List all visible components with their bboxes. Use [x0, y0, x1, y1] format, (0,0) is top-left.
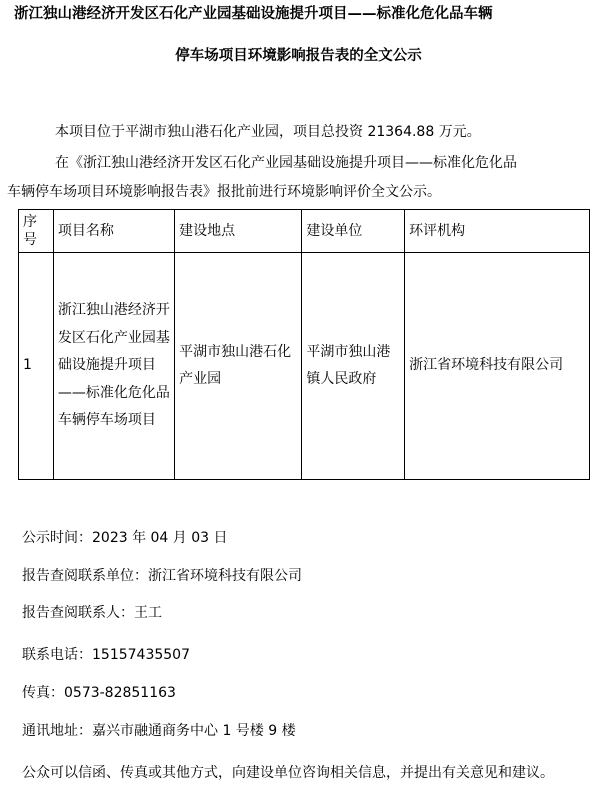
header-project-name: 项目名称 — [53, 210, 174, 253]
header-seq: 序号 — [19, 210, 54, 253]
contact-fax: 传真：0573-82851163 — [22, 685, 176, 701]
intro-paragraph-line-3: 车辆停车场项目环境影响报告表》报批前进行环境影响评价全文公示。 — [7, 184, 441, 200]
header-site: 建设地点 — [175, 210, 302, 253]
cell-project-name: 浙江独山港经济开发区石化产业园基础设施提升项目——标准化危化品车辆停车场项目 — [53, 253, 174, 480]
contact-person: 报告查阅联系人：王工 — [22, 605, 162, 621]
cell-site: 平湖市独山港石化产业园 — [175, 253, 302, 480]
publication-date: 公示时间：2023 年 04 月 03 日 — [22, 530, 228, 546]
table-row — [19, 253, 590, 480]
header-construction-unit: 建设单位 — [302, 210, 405, 253]
contact-phone: 联系电话：15157435507 — [22, 647, 190, 663]
mailing-address: 通讯地址：嘉兴市融通商务中心 1 号楼 9 楼 — [22, 723, 296, 739]
contact-unit: 报告查阅联系单位：浙江省环境科技有限公司 — [22, 568, 302, 584]
cell-eia-agency: 浙江省环境科技有限公司 — [405, 253, 590, 480]
page-title-line-2: 停车场项目环境影响报告表的全文公示 — [175, 48, 422, 64]
intro-paragraph-line-1: 本项目位于平湖市独山港石化产业园，项目总投资 21364.88 万元。 — [55, 124, 481, 140]
public-notice: 公众可以信函、传真或其他方式，向建设单位咨询相关信息，并提出有关意见和建议。 — [22, 765, 554, 781]
table-header-row — [19, 210, 590, 253]
intro-paragraph-line-2: 在《浙江独山港经济开发区石化产业园基础设施提升项目——标准化危化品 — [55, 155, 517, 171]
page-title-line-1: 浙江独山港经济开发区石化产业园基础设施提升项目——标准化危化品车辆 — [14, 6, 493, 22]
cell-construction-unit: 平湖市独山港镇人民政府 — [302, 253, 405, 480]
project-table — [18, 209, 590, 480]
header-eia-agency: 环评机构 — [405, 210, 590, 253]
cell-seq: 1 — [19, 253, 54, 480]
